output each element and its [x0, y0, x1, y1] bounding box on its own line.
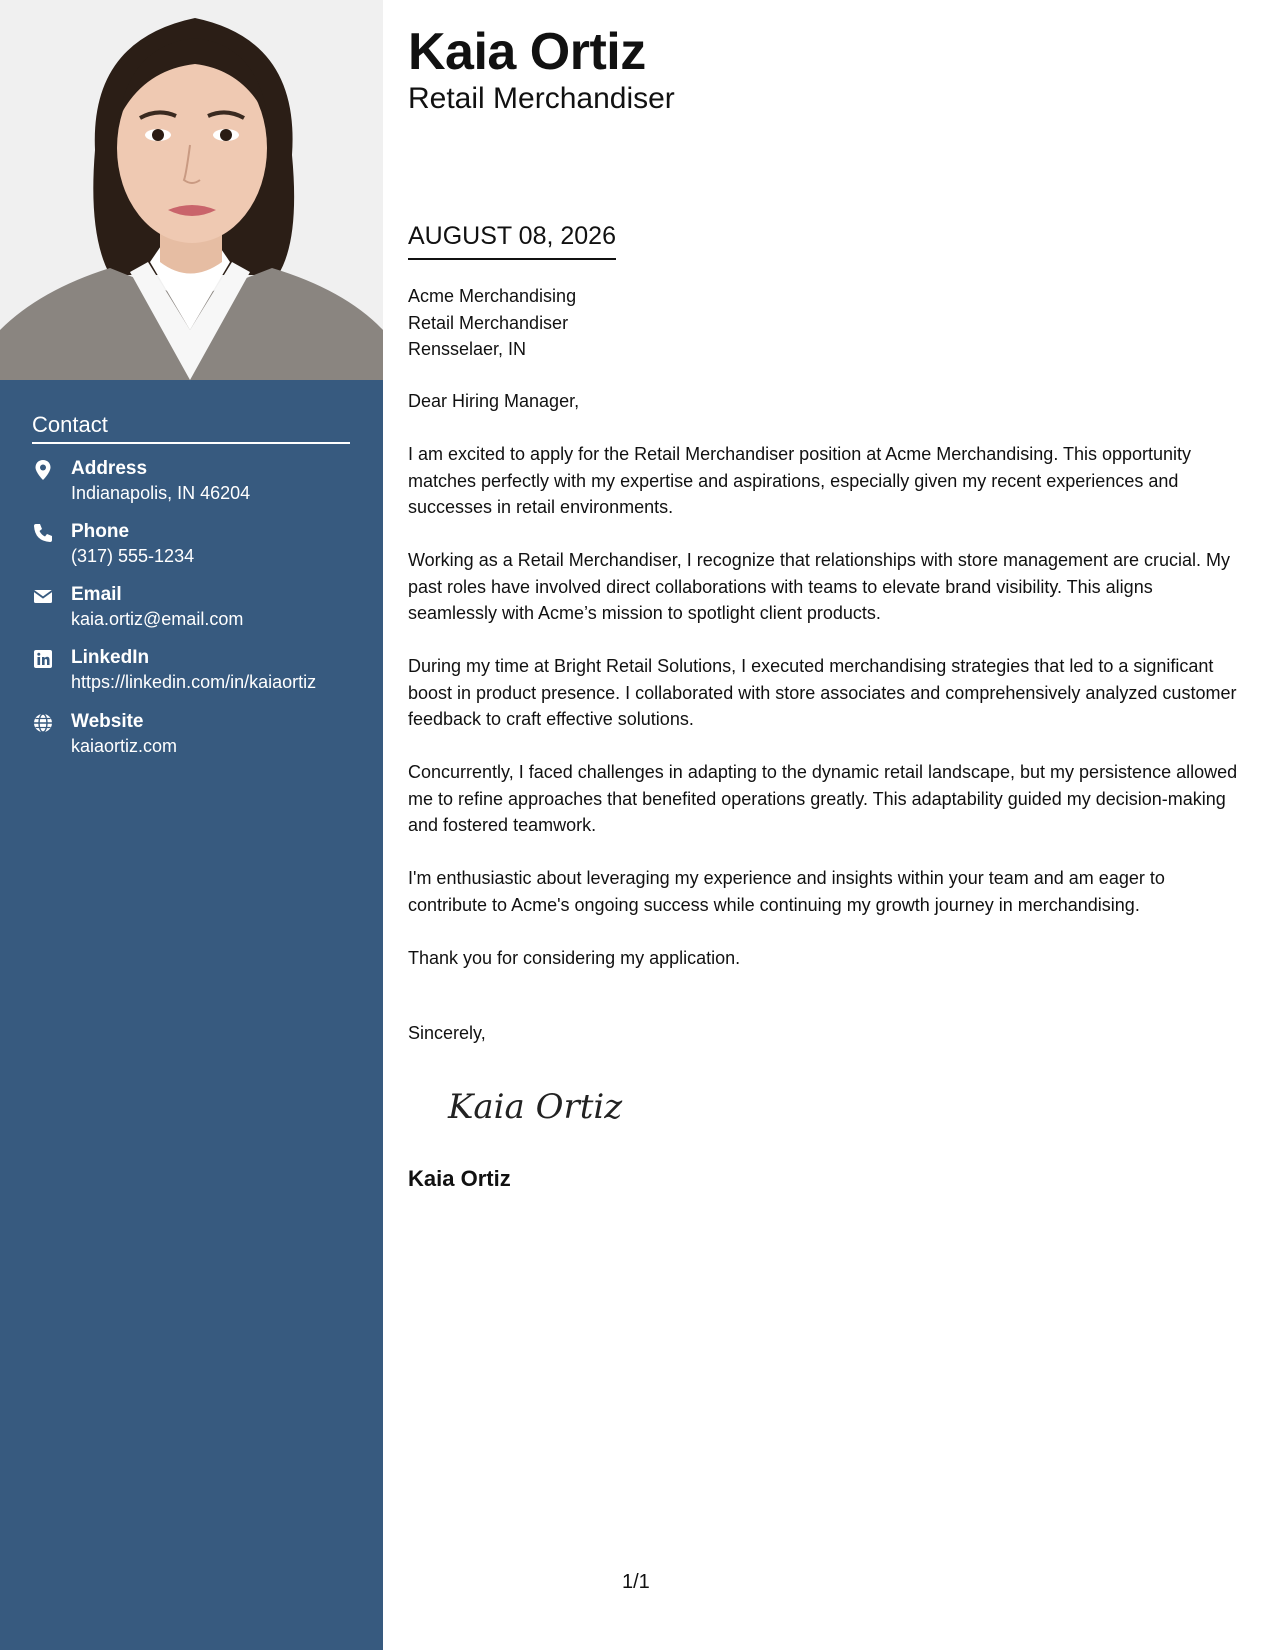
portrait-photo-image: [0, 0, 383, 380]
contact-label: Email: [71, 584, 122, 605]
recipient-company: Acme Merchandising: [408, 286, 577, 306]
contact-label: Website: [71, 711, 144, 732]
contact-label: LinkedIn: [71, 647, 150, 668]
signed-name: Kaia Ortiz: [408, 1166, 511, 1191]
letter-date: AUGUST 08, 2026: [408, 222, 616, 260]
signature-image: [446, 1078, 646, 1133]
contact-value: (317) 555-1234: [71, 546, 195, 566]
letter-paragraph: Working as a Retail Merchandiser, I recognize that relationships with store management are crucial. My past roles have involved direct collaborations with teams to elevate brand visibility. This aligns seamlessly with Acme’s mission to spotlight client products.: [408, 550, 1231, 623]
contact-link[interactable]: https://linkedin.com/in/kaiaortiz: [71, 672, 317, 692]
map-pin-icon: [32, 459, 54, 481]
contact-value: kaia.ortiz@email.com: [71, 609, 244, 629]
linkedin-icon: [32, 648, 54, 670]
letter-paragraph: Concurrently, I faced challenges in adapting to the dynamic retail landscape, but my persistence allowed me to refine approaches that benefited operations greatly. This adaptability guided my decision-making and fostered teamwork.: [408, 762, 1238, 835]
salutation: Dear Hiring Manager,: [408, 391, 580, 411]
contact-value: Indianapolis, IN 46204: [71, 483, 251, 503]
letter-paragraph: I'm enthusiastic about leveraging my experience and insights within your team and am eager to contribute to Acme's ongoing success while continuing my growth journey in merchandising.: [408, 868, 1165, 915]
contact-link[interactable]: kaiaortiz.com: [71, 736, 178, 756]
page-number: 1/1: [622, 1571, 650, 1593]
contact-label: Address: [71, 458, 148, 479]
letter-paragraph: During my time at Bright Retail Solutions, I executed merchandising strategies that led to a significant boost in product presence. I collaborated with store associates and comprehensively analyzed customer feedback to craft effective solutions.: [408, 656, 1237, 729]
profile-photo: [0, 0, 383, 380]
contact-label: Phone: [71, 521, 130, 542]
applicant-title: Retail Merchandiser: [408, 82, 675, 115]
phone-icon: [32, 522, 54, 544]
sidebar: [0, 0, 383, 1650]
closing: Sincerely,: [408, 1023, 486, 1043]
envelope-icon: [32, 585, 54, 607]
recipient-position: Retail Merchandiser: [408, 312, 569, 333]
letter-body: [408, 388, 1243, 998]
recipient-location: Rensselaer, IN: [408, 339, 527, 359]
recipient-block: [408, 283, 576, 363]
contact-heading: Contact: [32, 412, 350, 444]
letter-paragraph: I am excited to apply for the Retail Merchandiser position at Acme Merchandising. This opportunity matches perfectly with my expertise and aspirations, especially given my recent experiences and successes in retail environments.: [408, 444, 1192, 517]
signature: [446, 1078, 646, 1137]
globe-icon: [32, 712, 54, 734]
letter-paragraph: Thank you for considering my application.: [408, 947, 741, 968]
applicant-name: Kaia Ortiz: [408, 23, 646, 81]
svg-text:Kaia Ortiz: Kaia Ortiz: [448, 1087, 623, 1127]
